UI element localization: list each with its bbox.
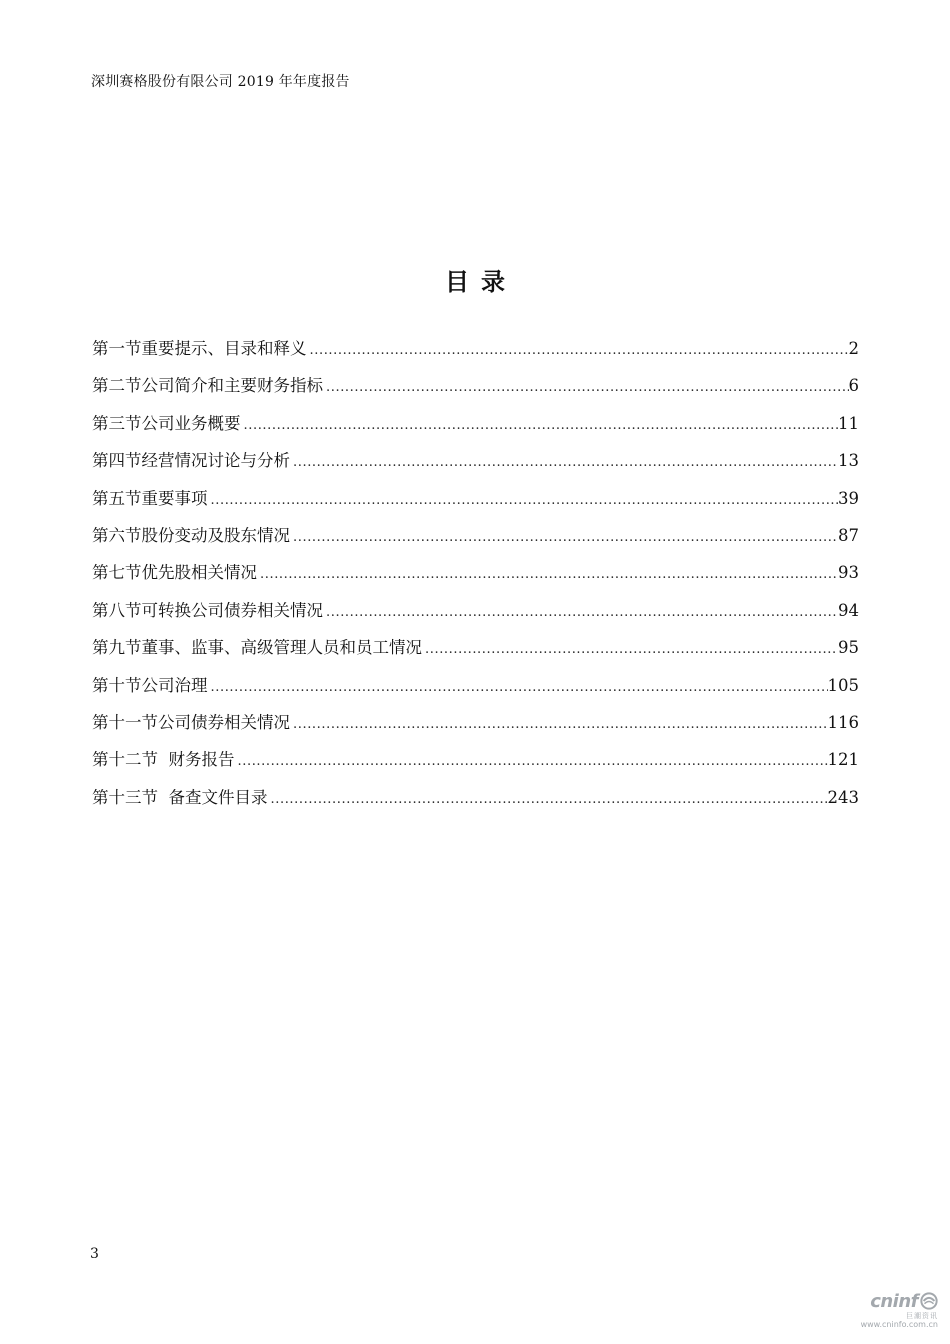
- toc-dot-leader: [308, 335, 849, 367]
- toc-dot-leader: [209, 672, 828, 704]
- running-header: 深圳赛格股份有限公司 2019 年年度报告: [91, 74, 350, 90]
- toc-dot-leader: [324, 597, 838, 629]
- toc-entry-page: 93: [838, 563, 859, 583]
- toc-dot-leader: [291, 522, 838, 554]
- toc-dot-leader: [291, 447, 838, 479]
- toc-entry-page: 39: [838, 488, 859, 508]
- toc-entry[interactable]: [92, 595, 859, 632]
- cninfo-watermark: [854, 1290, 938, 1330]
- toc-entry-page: 2: [848, 339, 859, 358]
- toc-entry-label: 第十节公司治理: [92, 675, 208, 695]
- toc-entry-label: 第五节重要事项: [92, 488, 208, 508]
- toc-entry-page: 116: [827, 712, 859, 732]
- toc-entry[interactable]: [92, 370, 859, 407]
- toc-entry-page: 6: [848, 376, 859, 396]
- toc-dot-leader: [423, 634, 838, 666]
- toc-entry-page: 87: [838, 525, 859, 545]
- watermark-logo: [854, 1290, 938, 1312]
- toc-entry-label: 第六节股份变动及股东情况: [92, 525, 290, 545]
- toc-entry-page: 94: [838, 600, 859, 620]
- toc-entry-page: 11: [838, 413, 859, 433]
- toc-entry-page: 105: [827, 675, 859, 695]
- toc-entry[interactable]: [92, 408, 859, 445]
- toc-title: 目录: [445, 267, 517, 296]
- toc-entry[interactable]: [92, 445, 859, 482]
- toc-dot-leader: [258, 559, 838, 591]
- toc-entry-page: 95: [838, 638, 859, 658]
- toc-entry-page: 121: [827, 750, 859, 770]
- toc-dot-leader: [269, 784, 828, 816]
- toc-entry[interactable]: [92, 632, 859, 669]
- toc-entry-label: 第九节董事、监事、高级管理人员和员工情况: [92, 638, 422, 658]
- toc-entry-label: 第一节重要提示、目录和释义: [92, 339, 307, 358]
- toc-entry-label: 第八节可转换公司债券相关情况: [92, 600, 323, 620]
- watermark-logo-text: cninf: [870, 1290, 918, 1312]
- toc-entry-label: 第十二节 财务报告: [92, 750, 235, 770]
- toc-entry[interactable]: [92, 483, 859, 520]
- toc-entry[interactable]: [92, 520, 859, 557]
- watermark-cn-name: 巨潮资讯: [906, 1312, 938, 1320]
- toc-dot-leader: [242, 410, 839, 442]
- toc-dot-leader: [236, 746, 828, 778]
- toc-entry[interactable]: [92, 782, 859, 819]
- toc-entry-page: 243: [827, 787, 859, 807]
- toc-entry-label: 第十三节 备查文件目录: [92, 787, 268, 807]
- toc-entry-label: 第四节经营情况讨论与分析: [92, 451, 290, 471]
- toc-entry[interactable]: [92, 707, 859, 744]
- toc-entry[interactable]: [92, 557, 859, 594]
- toc-entry-label: 第七节优先股相关情况: [92, 563, 257, 583]
- page-number: 3: [90, 1246, 99, 1262]
- toc-entry[interactable]: [92, 744, 859, 781]
- toc-entry-page: 13: [838, 451, 859, 471]
- toc-entry-label: 第十一节公司债券相关情况: [92, 712, 290, 732]
- toc-entry-label: 第二节公司简介和主要财务指标: [92, 376, 323, 396]
- toc-dot-leader: [209, 485, 839, 517]
- watermark-url: www.cninfo.com.cn: [860, 1320, 938, 1329]
- toc-list: [92, 333, 859, 819]
- toc-entry-label: 第三节公司业务概要: [92, 413, 241, 433]
- toc-entry[interactable]: [92, 333, 859, 370]
- toc-entry[interactable]: [92, 670, 859, 707]
- cninfo-swirl-icon: [920, 1292, 938, 1310]
- toc-dot-leader: [324, 372, 849, 404]
- toc-dot-leader: [291, 709, 828, 741]
